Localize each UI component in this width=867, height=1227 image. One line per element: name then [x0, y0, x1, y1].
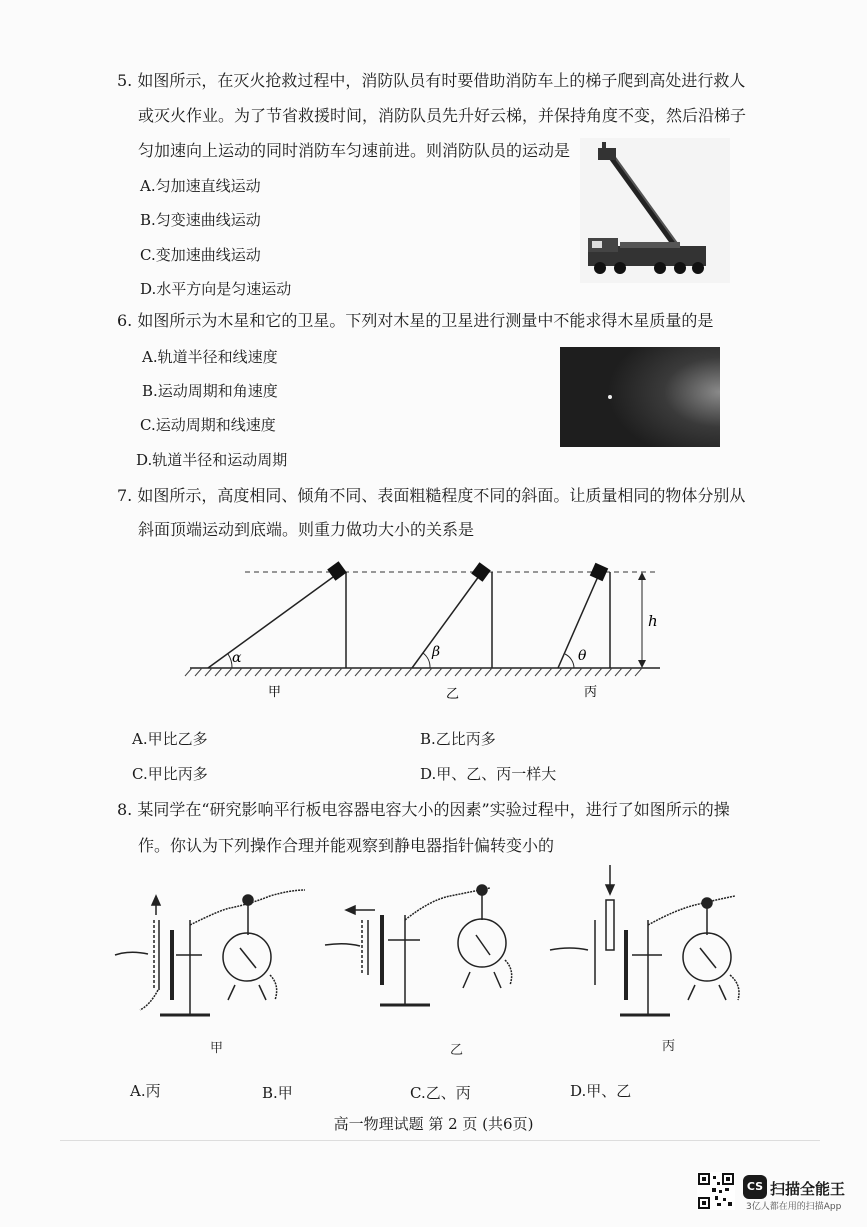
q5-option-c: C.变加速曲线运动	[140, 246, 261, 264]
q5-option-a: A.匀加速直线运动	[140, 177, 261, 195]
q8-option-b: B.甲	[262, 1084, 293, 1102]
capacitor-experiment-figure	[110, 860, 770, 1060]
q7-line1: 7. 如图所示，高度相同、倾角不同、表面粗糙程度不同的斜面。让质量相同的物体分别从	[117, 486, 746, 505]
capacitor-setup-jia	[115, 890, 305, 1015]
q7-option-c: C.甲比丙多	[132, 765, 208, 783]
q6-option-d: D.轨道半径和运动周期	[136, 451, 288, 469]
incline-jia-label: 甲	[268, 685, 282, 700]
incline-yi-label: 乙	[446, 687, 460, 702]
q5-option-d: D.水平方向是匀速运动	[140, 280, 292, 298]
scanner-tagline: 3亿人都在用的扫描App	[746, 1202, 842, 1212]
q7-option-b: B.乙比丙多	[420, 730, 496, 748]
q6-option-c: C.运动周期和线速度	[140, 416, 276, 434]
page-footer: 高一物理试题 第 2 页 (共6页)	[333, 1115, 534, 1133]
q7-line2: 斜面顶端运动到底端。则重力做功大小的关系是	[138, 520, 475, 539]
incline-bing-label: 丙	[584, 685, 598, 700]
scanner-brand: 扫描全能王	[770, 1180, 846, 1198]
q8-line1: 8. 某同学在“研究影响平行板电容器电容大小的因素”实验过程中，进行了如图所示的操	[117, 800, 730, 819]
q6-line1: 6. 如图所示为木星和它的卫星。下列对木星的卫星进行测量中不能求得木星质量的是	[117, 311, 714, 330]
q8-option-d: D.甲、乙	[570, 1082, 632, 1100]
q7-option-a: A.甲比乙多	[132, 730, 208, 748]
q8-option-c: C.乙、丙	[410, 1084, 471, 1102]
q8-option-a: A.丙	[130, 1082, 161, 1100]
angle-beta-label: β	[432, 644, 441, 660]
capacitor-setup-yi	[325, 885, 512, 1005]
angle-alpha-label: α	[232, 650, 242, 666]
q5-line3: 匀加速向上运动的同时消防车匀速前进。则消防队员的运动是	[138, 141, 571, 160]
q8-line2: 作。你认为下列操作合理并能观察到静电器指针偏转变小的	[138, 836, 555, 855]
setup-jia-label: 甲	[210, 1041, 224, 1056]
setup-yi-label: 乙	[450, 1043, 464, 1058]
qr-code-icon	[697, 1172, 735, 1210]
q6-option-b: B.运动周期和角速度	[142, 382, 278, 400]
inclined-planes-figure	[180, 556, 670, 706]
q5-line1: 5. 如图所示，在灭火抢救过程中，消防队员有时要借助消防车上的梯子爬到高处进行救人	[117, 71, 746, 90]
jupiter-photo	[560, 347, 720, 447]
angle-theta-label: θ	[578, 648, 587, 664]
q5-option-b: B.匀变速曲线运动	[140, 211, 261, 229]
footer-divider	[60, 1140, 820, 1141]
height-h-label: h	[648, 612, 658, 630]
setup-bing-label: 丙	[662, 1039, 676, 1054]
q6-option-a: A.轨道半径和线速度	[142, 348, 278, 366]
q5-line2: 或灭火作业。为了节省救援时间，消防队员先升好云梯，并保持角度不变，然后沿梯子	[138, 106, 747, 125]
q7-option-d: D.甲、乙、丙一样大	[420, 765, 557, 783]
camscanner-logo-icon: CS	[743, 1175, 767, 1199]
fire-truck-figure	[580, 138, 730, 283]
capacitor-setup-bing	[550, 865, 739, 1015]
